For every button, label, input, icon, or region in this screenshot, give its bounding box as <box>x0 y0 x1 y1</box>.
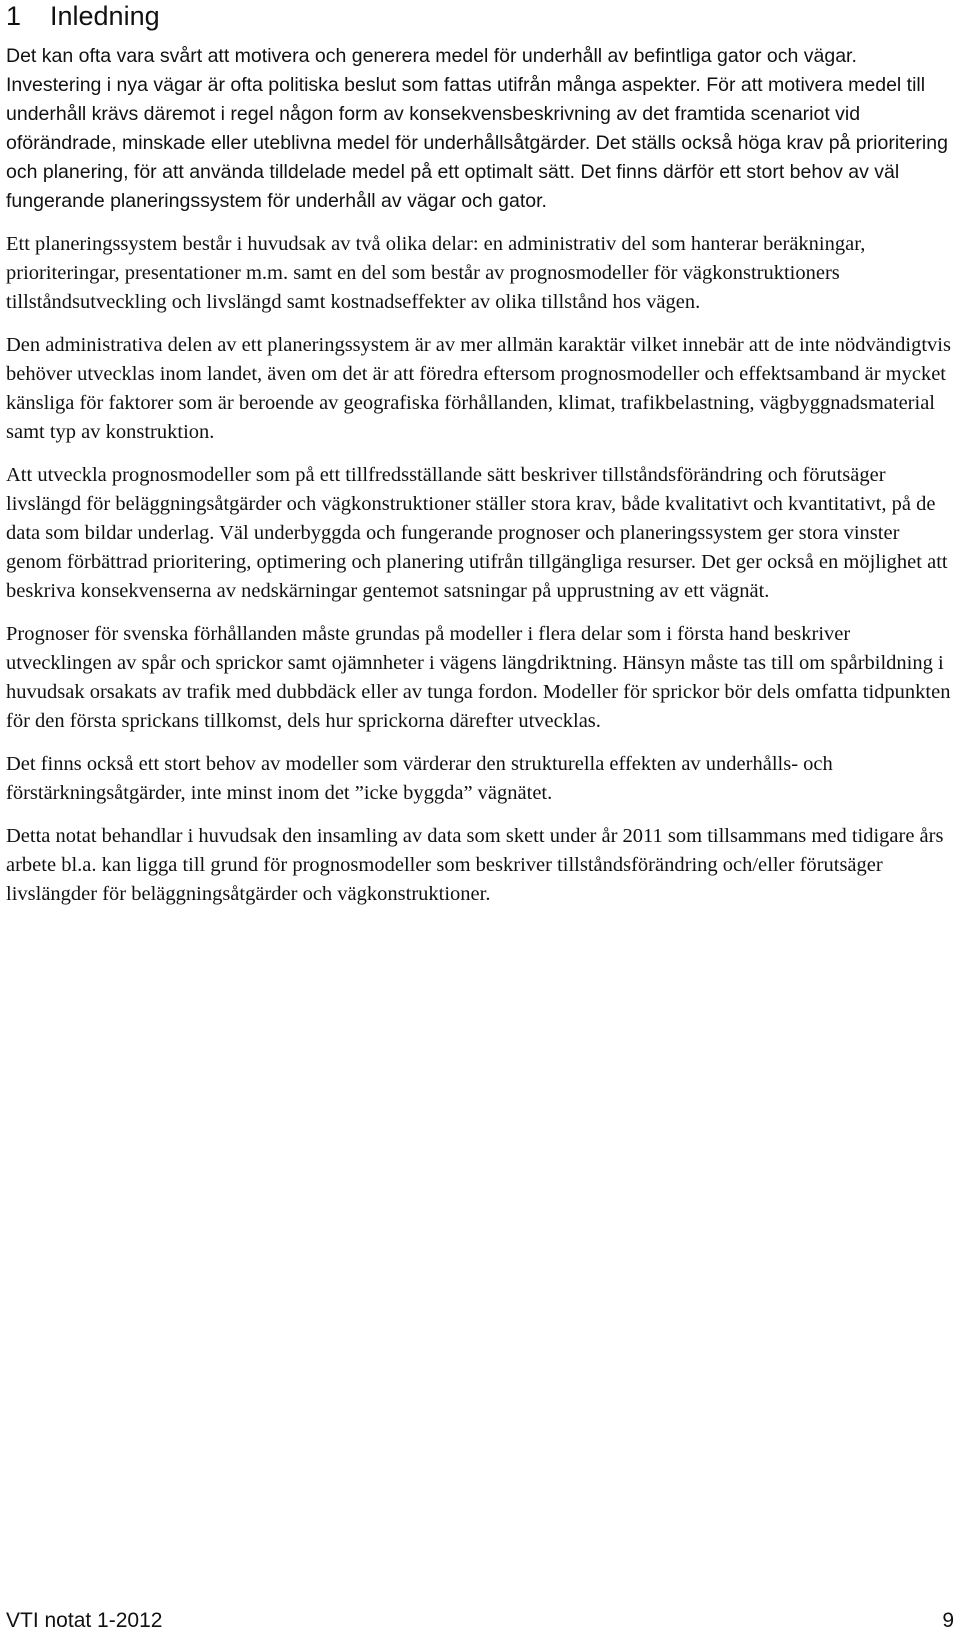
document-page <box>6 0 954 1640</box>
body-text <box>6 42 954 923</box>
paragraph-7: Detta notat behandlar i huvudsak den insamling av data som skett under år 2011 som tillsammans med tidigare års arbete bl.a. kan ligga till grund för prognosmodeller som beskriver tillståndsförändring och/eller förutsäger livslängder för beläggningsåtgärder och vägkonstruktioner. <box>6 825 944 905</box>
section-number: 1 <box>6 1 22 31</box>
paragraph-2: Ett planeringssystem består i huvudsak av två olika delar: en administrativ del som hanterar beräkningar, prioriteringar, presentationer m.m. samt en del som består av prognosmodeller för vägkonstruktioners tillståndsutveckling och livslängd samt kostnadseffekter av olika tillstånd hos vägen. <box>6 233 866 313</box>
section-heading <box>6 0 160 32</box>
page-number: 9 <box>942 1609 954 1632</box>
paragraph-5: Prognoser för svenska förhållanden måste grundas på modeller i flera delar som i första hand beskriver utvecklingen av spår och sprickor samt ojämnheter i vägens längdriktning. Hänsyn måste tas till om spårbildning i huvudsak orsakats av trafik med dubbdäck eller av tunga fordon. Modeller för sprickor bör dels omfatta tidpunkten för den första sprickans tillkomst, dels hur sprickorna därefter utvecklas. <box>6 623 951 732</box>
paragraph-4: Att utveckla prognosmodeller som på ett tillfredsställande sätt beskriver tillståndsförändring och förutsäger livslängd för beläggningsåtgärder och vägkonstruktioner ställer stora krav, både kvalitativt och kvantitativt, på de data som bildar underlag. Väl underbyggda och fungerande prognoser och planeringssystem ger stora vinster genom förbättrad prioritering, optimering och planering utifrån tillgängliga resurser. Det ger också en möjlighet att beskriva konsekvenserna av nedskärningar gentemot satsningar på upprustning av ett vägnät. <box>6 464 948 602</box>
section-title: Inledning <box>50 1 160 31</box>
publication-label: VTI notat 1-2012 <box>6 1609 163 1632</box>
paragraph-3: Den administrativa delen av ett planeringssystem är av mer allmän karaktär vilket innebär att de inte nödvändigtvis behöver utvecklas inom landet, även om det är att föredra eftersom prognosmodeller och effektsamband är mycket känsliga för faktorer som är beroende av geografiska förhållanden, klimat, trafikbelastning, vägbyggnadsmaterial samt typ av konstruktion. <box>6 334 951 443</box>
paragraph-6: Det finns också ett stort behov av modeller som värderar den strukturella effekten av underhålls- och förstärkningsåtgärder, inte minst inom det ”icke byggda” vägnätet. <box>6 753 833 804</box>
page-footer <box>6 1606 954 1636</box>
paragraph-1: Det kan ofta vara svårt att motivera och generera medel för underhåll av befintliga gator och vägar. Investering i nya vägar är ofta politiska beslut som fattas utifrån många aspekter. För att motivera medel till underhåll krävs däremot i regel någon form av konsekvensbeskrivning av det framtida scenariot vid oförändrade, minskade eller uteblivna medel för underhållsåtgärder. Det ställs också höga krav på prioritering och planering, för att använda tilldelade medel på ett optimalt sätt. Det finns därför ett stort behov av väl fungerande planeringssystem för underhåll av vägar och gator. <box>6 45 948 212</box>
